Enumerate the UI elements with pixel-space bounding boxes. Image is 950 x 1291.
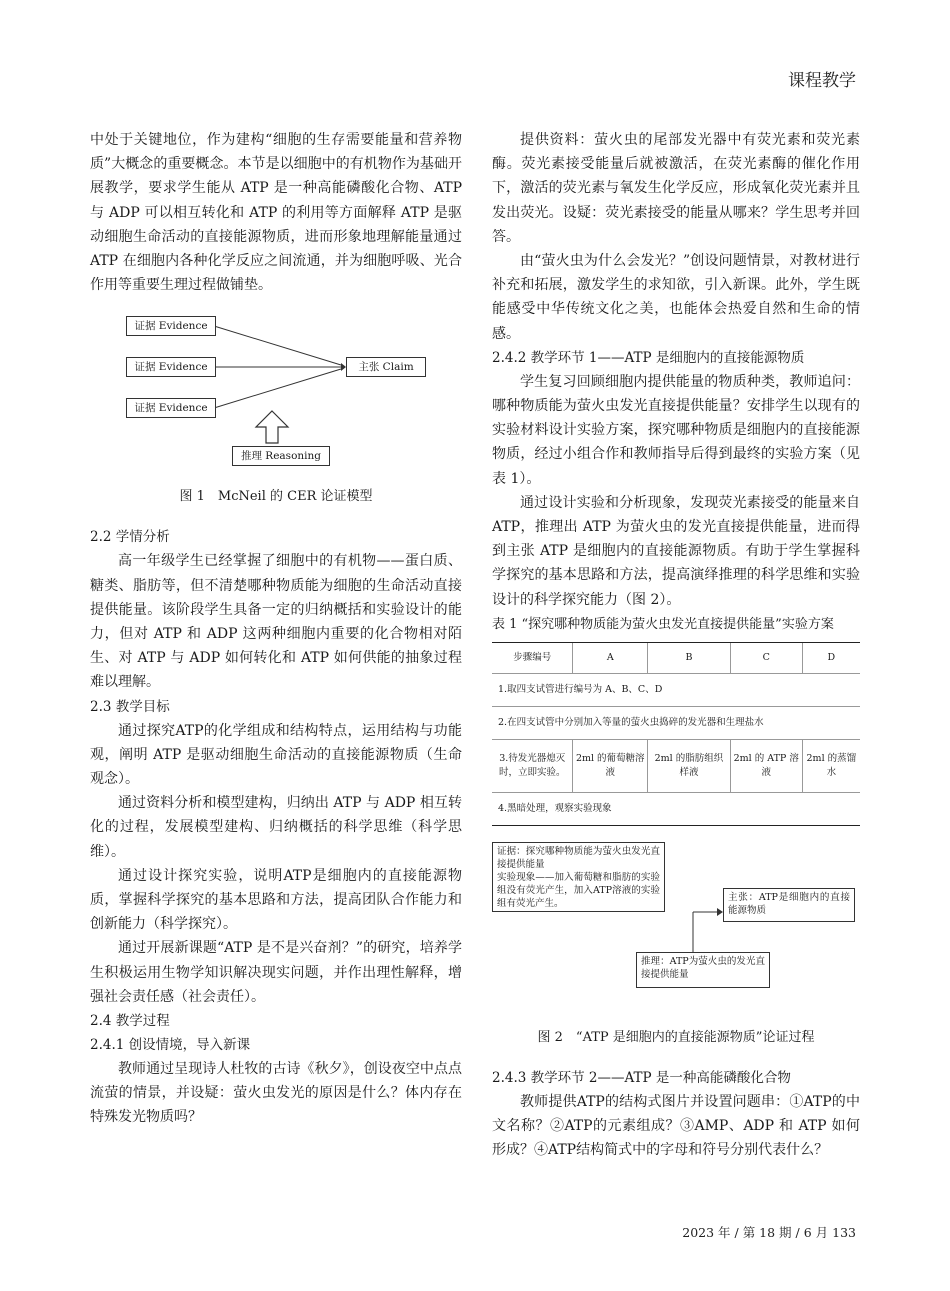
table-header-row	[492, 642, 860, 673]
heading-2-4-1: 2.4.1 创设情境，导入新课	[90, 1037, 251, 1054]
paragraph-2-4-2-a: 学生复习回顾细胞内提供能量的物质种类，教师追问：哪种物质能为萤火虫发光直接提供能量？安排学生以现有的实验材料设计实验方案，探究哪种物质是细胞内的直接能源物质，经过小组合作和教师指导后得到最终的实验方案（见表 1）。	[492, 373, 860, 487]
right-column	[492, 128, 860, 1162]
claim-box: 主张 Claim	[346, 357, 426, 377]
table-header-d: D	[802, 642, 860, 673]
page-footer	[682, 1223, 856, 1241]
figure-2-argument-process	[492, 842, 860, 1018]
table-row-step-1	[492, 673, 860, 706]
intro2-paragraph: 由“萤火虫为什么会发光？”创设问题情景，对教材进行补充和拓展，激发学生的求知欲，引入新课。此外，学生既能感受中华传统文化之美，也能体会热爱自然和生命的情感。	[492, 253, 860, 342]
evidence-box-2: 证据 Evidence	[126, 357, 216, 377]
intro-paragraph: 中处于关键地位，作为建构“细胞的生存需要能量和营养物质”大概念的重要概念。本节是以细胞中的有机物作为基础开展教学，要求学生能从 ATP 是一种高能磷酸化合物、ATP 与 ADP 可以相互转化和 ATP 的利用等方面解释 ATP 是驱动细胞生命活动的直接能源物质，进而形象地理解能量通过 ATP 在细胞内各种化学反应之间流通，并为细胞呼吸、光合作用等重要生理过程做铺垫。	[90, 132, 462, 294]
figure-2-claim-box: 主张：ATP是细胞内的直接能源物质	[723, 888, 855, 922]
figure-2-reasoning-box: 推理：ATP为萤火虫的发光直接提供能量	[636, 952, 770, 988]
material-paragraph: 提供资料：萤火虫的尾部发光器中有荧光素和荧光素酶。荧光素接受能量后就被激活，在荧光素酶的催化作用下，激活的荧光素与氧发生化学反应，形成氧化荧光素并且发出荧光。设疑：荧光素接受的能量从哪来？学生思考并回答。	[492, 132, 860, 245]
issue-info: 2023 年 / 第 18 期 / 6 月	[682, 1225, 829, 1240]
paragraph-2-3-c: 通过设计探究实验，说明ATP是细胞内的直接能源物质，掌握科学探究的基本思路和方法，提高团队合作能力和创新能力（科学探究）。	[90, 867, 462, 933]
table-row-step-4	[492, 792, 860, 825]
evidence-box-3: 证据 Evidence	[126, 398, 216, 418]
step-2-text: 2.在四支试管中分别加入等量的萤火虫捣碎的发光器和生理盐水	[492, 706, 860, 739]
table-header-c: C	[730, 642, 802, 673]
step-3-cell-d: 2ml 的蒸馏水	[802, 739, 860, 792]
figure-2-evidence-box: 证据：探究哪种物质能为萤火虫发光直接提供能量 实验现象——加入葡萄糖和脂肪的实验组没有荧光产生，加入ATP溶液的实验组有荧光产生。	[492, 842, 665, 912]
page-number: 133	[832, 1225, 856, 1240]
table-header-a: A	[573, 642, 648, 673]
step-1-text: 1.取四支试管进行编号为 A、B、C、D	[492, 673, 860, 706]
journal-section-label: 课程教学	[788, 71, 856, 91]
reasoning-box: 推理 Reasoning	[232, 446, 330, 466]
paragraph-2-4-3: 教师提供ATP的结构式图片并设置问题串：①ATP的中文名称？②ATP的元素组成？③AMP、ADP 和 ATP 如何形成？④ATP结构简式中的字母和符号分别代表什么？	[492, 1093, 860, 1159]
heading-2-4: 2.4 教学过程	[90, 1013, 170, 1030]
paragraph-2-3-b: 通过资料分析和模型建构，归纳出 ATP 与 ADP 相互转化的过程，发展模型建构、归纳概括的科学思维（科学思维）。	[90, 795, 462, 860]
figure-1-cer-model	[90, 303, 462, 479]
paragraph-2-4-2-b: 通过设计实验和分析现象，发现荧光素接受的能量来自 ATP，推理出 ATP 为萤火虫的发光直接提供能量，进而得到主张 ATP 是细胞内的直接能源物质。有助于学生掌握科学探究的基本思路和方法，提高演绎推理的科学思维和实验设计的科学探究能力（图 2）。	[492, 494, 860, 608]
step-3-cell-a: 2ml 的葡萄糖溶液	[573, 739, 648, 792]
table-row-step-2	[492, 706, 860, 739]
evidence-box-1: 证据 Evidence	[126, 316, 216, 336]
heading-2-3: 2.3 教学目标	[90, 698, 170, 715]
paragraph-2-3-d: 通过开展新课题“ATP 是不是兴奋剂？”的研究，培养学生积极运用生物学知识解决现实问题，并作出理性解释，增强社会责任感（社会责任）。	[90, 940, 462, 1005]
step-3-label: 3.待发光器熄灭时，立即实验。	[492, 739, 573, 792]
table-header-step: 步骤编号	[492, 642, 573, 673]
paragraph-2-2: 高一年级学生已经掌握了细胞中的有机物——蛋白质、糖类、脂肪等，但不清楚哪种物质能为细胞的生命活动直接提供能量。该阶段学生具备一定的归纳概括和实验设计的能力，但对 ATP 和 ADP 这两种细胞内重要的化合物相对陌生、对 ATP 与 ADP 如何转化和 ATP 如何供能的抽象过程难以理解。	[90, 553, 462, 691]
heading-2-2: 2.2 学情分析	[90, 529, 170, 546]
table-header-b: B	[648, 642, 731, 673]
table-1-experiment-plan	[492, 642, 860, 826]
table-row-step-3	[492, 739, 860, 792]
step-4-text: 4.黑暗处理，观察实验现象	[492, 792, 860, 825]
paragraph-2-3-a: 通过探究ATP的化学组成和结构特点，运用结构与功能观，阐明 ATP 是驱动细胞生命活动的直接能源物质（生命观念）。	[90, 722, 462, 788]
step-3-cell-c: 2ml 的 ATP 溶液	[730, 739, 802, 792]
table-1-title: 表 1 “探究哪种物质能为萤火虫发光直接提供能量”实验方案	[492, 616, 834, 632]
heading-2-4-2: 2.4.2 教学环节 1——ATP 是细胞内的直接能源物质	[492, 349, 805, 366]
paragraph-2-4-1: 教师通过呈现诗人杜牧的古诗《秋夕》，创设夜空中点点流萤的情景，并设疑：萤火虫发光的原因是什么？体内存在特殊发光物质吗？	[90, 1061, 462, 1126]
heading-2-4-3: 2.4.3 教学环节 2——ATP 是一种高能磷酸化合物	[492, 1069, 791, 1086]
figure-1-caption: 图 1 McNeil 的 CER 论证模型	[179, 489, 373, 505]
figure-2-caption: 图 2 “ATP 是细胞内的直接能源物质”论证过程	[537, 1029, 815, 1045]
step-3-cell-b: 2ml 的脂肪组织样液	[648, 739, 731, 792]
left-column	[90, 128, 462, 1130]
